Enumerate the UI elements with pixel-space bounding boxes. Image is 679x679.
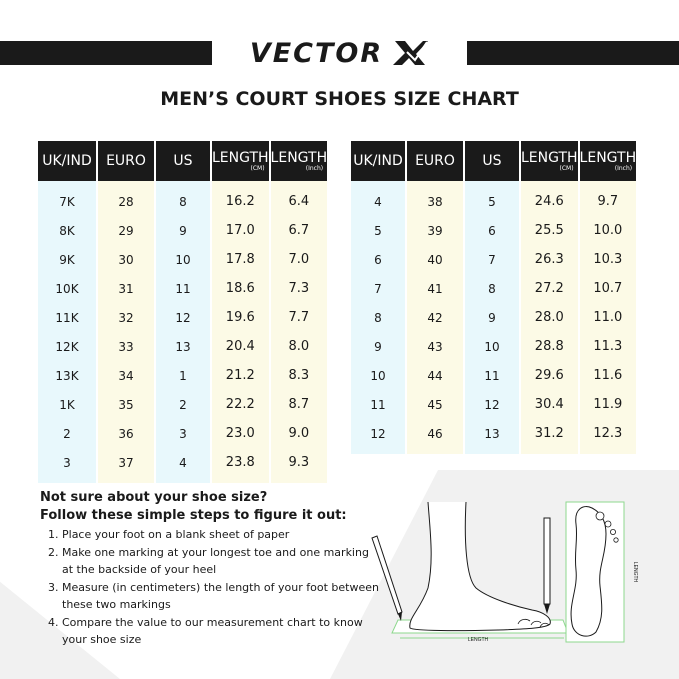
instruction-step: 1. Place your foot on a blank sheet of paper — [62, 526, 380, 544]
us-size-cell: 11 — [465, 361, 519, 390]
length-inch-cell: 6.7 — [271, 216, 328, 245]
length-inch-cell: 9.3 — [271, 448, 328, 477]
table-spacer-cell — [580, 448, 637, 454]
length-cm-cell: 23.8 — [212, 448, 269, 477]
length-inch-cell: 7.0 — [271, 245, 328, 274]
foot-top-icon — [566, 502, 624, 642]
size-table-left — [36, 141, 329, 483]
uk-size-cell: 4 — [351, 187, 405, 216]
table-row — [38, 274, 327, 303]
instructions-steps — [40, 526, 380, 649]
length-inch-cell: 9.7 — [580, 187, 637, 216]
uk-size-cell: 6 — [351, 245, 405, 274]
euro-size-cell: 37 — [98, 448, 154, 477]
length-cm-cell: 16.2 — [212, 187, 269, 216]
table-row — [351, 216, 636, 245]
us-size-cell: 13 — [465, 419, 519, 448]
length-label-top: LENGTH — [632, 561, 638, 583]
table-row — [351, 303, 636, 332]
length-cm-cell: 25.5 — [521, 216, 578, 245]
euro-size-cell: 45 — [407, 390, 463, 419]
length-inch-cell: 10.3 — [580, 245, 637, 274]
euro-size-cell: 42 — [407, 303, 463, 332]
length-inch-cell: 9.0 — [271, 419, 328, 448]
pencil-icon — [372, 536, 402, 621]
table-header-row — [38, 141, 327, 181]
us-size-cell: 1 — [156, 361, 210, 390]
table-row — [38, 448, 327, 477]
table-row — [38, 332, 327, 361]
uk-size-cell: 10 — [351, 361, 405, 390]
length-cm-cell: 28.0 — [521, 303, 578, 332]
euro-size-cell: 30 — [98, 245, 154, 274]
length-cm-cell: 17.8 — [212, 245, 269, 274]
euro-size-cell: 32 — [98, 303, 154, 332]
length-inch-cell: 8.3 — [271, 361, 328, 390]
uk-size-cell: 11K — [38, 303, 96, 332]
euro-size-cell: 36 — [98, 419, 154, 448]
instruction-step: 4. Compare the value to our measurement chart to know your shoe size — [62, 614, 380, 649]
table-spacer-cell — [212, 477, 269, 483]
euro-size-cell: 38 — [407, 187, 463, 216]
length-cm-cell: 28.8 — [521, 332, 578, 361]
table-spacer-cell — [38, 477, 96, 483]
length-cm-cell: 29.6 — [521, 361, 578, 390]
table-row — [351, 245, 636, 274]
header-euro: EURO — [407, 141, 463, 181]
header-us: US — [156, 141, 210, 181]
length-cm-cell: 22.2 — [212, 390, 269, 419]
table-spacer-row — [38, 477, 327, 483]
uk-size-cell: 5 — [351, 216, 405, 245]
uk-size-cell: 13K — [38, 361, 96, 390]
length-cm-cell: 18.6 — [212, 274, 269, 303]
table-spacer-cell — [407, 448, 463, 454]
uk-size-cell: 7K — [38, 187, 96, 216]
table-row — [351, 361, 636, 390]
length-inch-cell: 7.7 — [271, 303, 328, 332]
length-inch-cell: 11.9 — [580, 390, 637, 419]
brand-logo — [212, 34, 467, 72]
euro-size-cell: 33 — [98, 332, 154, 361]
foot-measurement-illustration — [368, 500, 658, 648]
euro-size-cell: 41 — [407, 274, 463, 303]
table-spacer-cell — [521, 448, 578, 454]
table-header-row — [351, 141, 636, 181]
length-cm-cell: 19.6 — [212, 303, 269, 332]
uk-size-cell: 3 — [38, 448, 96, 477]
table-spacer-cell — [465, 448, 519, 454]
length-inch-cell: 10.7 — [580, 274, 637, 303]
length-inch-cell: 12.3 — [580, 419, 637, 448]
euro-size-cell: 44 — [407, 361, 463, 390]
us-size-cell: 13 — [156, 332, 210, 361]
length-cm-cell: 17.0 — [212, 216, 269, 245]
table-row — [38, 361, 327, 390]
us-size-cell: 11 — [156, 274, 210, 303]
us-size-cell: 10 — [156, 245, 210, 274]
length-cm-cell: 27.2 — [521, 274, 578, 303]
uk-size-cell: 12K — [38, 332, 96, 361]
euro-size-cell: 39 — [407, 216, 463, 245]
length-cm-cell: 24.6 — [521, 187, 578, 216]
table-spacer-cell — [98, 477, 154, 483]
us-size-cell: 3 — [156, 419, 210, 448]
length-cm-cell: 30.4 — [521, 390, 578, 419]
table-spacer-row — [351, 448, 636, 454]
table-row — [351, 390, 636, 419]
length-inch-cell: 11.6 — [580, 361, 637, 390]
length-inch-cell: 8.0 — [271, 332, 328, 361]
length-inch-cell: 10.0 — [580, 216, 637, 245]
uk-size-cell: 1K — [38, 390, 96, 419]
length-inch-cell: 11.3 — [580, 332, 637, 361]
us-size-cell: 10 — [465, 332, 519, 361]
euro-size-cell: 31 — [98, 274, 154, 303]
table-row — [351, 274, 636, 303]
foot-side-icon — [410, 502, 551, 631]
table-row — [351, 419, 636, 448]
us-size-cell: 4 — [156, 448, 210, 477]
table-spacer-cell — [351, 448, 405, 454]
us-size-cell: 8 — [465, 274, 519, 303]
table-row — [38, 216, 327, 245]
us-size-cell: 8 — [156, 187, 210, 216]
uk-size-cell: 7 — [351, 274, 405, 303]
uk-size-cell: 9K — [38, 245, 96, 274]
us-size-cell: 9 — [465, 303, 519, 332]
euro-size-cell: 40 — [407, 245, 463, 274]
table-row — [351, 332, 636, 361]
euro-size-cell: 46 — [407, 419, 463, 448]
length-inch-cell: 11.0 — [580, 303, 637, 332]
length-label-side: LENGTH — [467, 637, 489, 643]
uk-size-cell: 8K — [38, 216, 96, 245]
uk-size-cell: 10K — [38, 274, 96, 303]
us-size-cell: 9 — [156, 216, 210, 245]
brand-bar-left — [0, 41, 212, 65]
table-row — [38, 419, 327, 448]
length-cm-cell: 26.3 — [521, 245, 578, 274]
table-spacer-cell — [156, 477, 210, 483]
header-length-inch: LENGTH (Inch) — [271, 141, 328, 181]
brand-bar-right — [467, 41, 679, 65]
pencil-icon — [544, 518, 550, 614]
header-length-inch: LENGTH (Inch) — [580, 141, 637, 181]
euro-size-cell: 28 — [98, 187, 154, 216]
length-inch-cell: 7.3 — [271, 274, 328, 303]
instructions-subheading: Follow these simple steps to figure it out: — [40, 508, 347, 523]
length-cm-cell: 21.2 — [212, 361, 269, 390]
us-size-cell: 7 — [465, 245, 519, 274]
euro-size-cell: 43 — [407, 332, 463, 361]
header-length-cm: LENGTH (CM) — [212, 141, 269, 181]
header-euro: EURO — [98, 141, 154, 181]
length-cm-cell: 31.2 — [521, 419, 578, 448]
euro-size-cell: 29 — [98, 216, 154, 245]
uk-size-cell: 2 — [38, 419, 96, 448]
table-row — [38, 303, 327, 332]
table-row — [38, 187, 327, 216]
x-logo-icon — [391, 38, 429, 68]
size-table-right — [349, 141, 638, 454]
header-uk: UK/IND — [351, 141, 405, 181]
uk-size-cell: 8 — [351, 303, 405, 332]
length-cm-cell: 23.0 — [212, 419, 269, 448]
length-inch-cell: 8.7 — [271, 390, 328, 419]
header-length-cm: LENGTH (CM) — [521, 141, 578, 181]
us-size-cell: 12 — [156, 303, 210, 332]
header-us: US — [465, 141, 519, 181]
uk-size-cell: 9 — [351, 332, 405, 361]
us-size-cell: 6 — [465, 216, 519, 245]
euro-size-cell: 34 — [98, 361, 154, 390]
table-row — [38, 245, 327, 274]
table-row — [38, 390, 327, 419]
euro-size-cell: 35 — [98, 390, 154, 419]
uk-size-cell: 12 — [351, 419, 405, 448]
instructions-question: Not sure about your shoe size? — [40, 490, 268, 505]
instruction-step: 2. Make one marking at your longest toe and one marking at the backside of your heel — [62, 544, 380, 579]
header-uk: UK/IND — [38, 141, 96, 181]
uk-size-cell: 11 — [351, 390, 405, 419]
page-title: MEN’S COURT SHOES SIZE CHART — [160, 88, 519, 110]
us-size-cell: 5 — [465, 187, 519, 216]
instructions — [40, 490, 380, 649]
length-cm-cell: 20.4 — [212, 332, 269, 361]
us-size-cell: 12 — [465, 390, 519, 419]
brand-name: VECTOR — [249, 37, 384, 69]
table-spacer-cell — [271, 477, 328, 483]
instruction-step: 3. Measure (in centimeters) the length of your foot between these two markings — [62, 579, 380, 614]
length-inch-cell: 6.4 — [271, 187, 328, 216]
table-row — [351, 187, 636, 216]
us-size-cell: 2 — [156, 390, 210, 419]
